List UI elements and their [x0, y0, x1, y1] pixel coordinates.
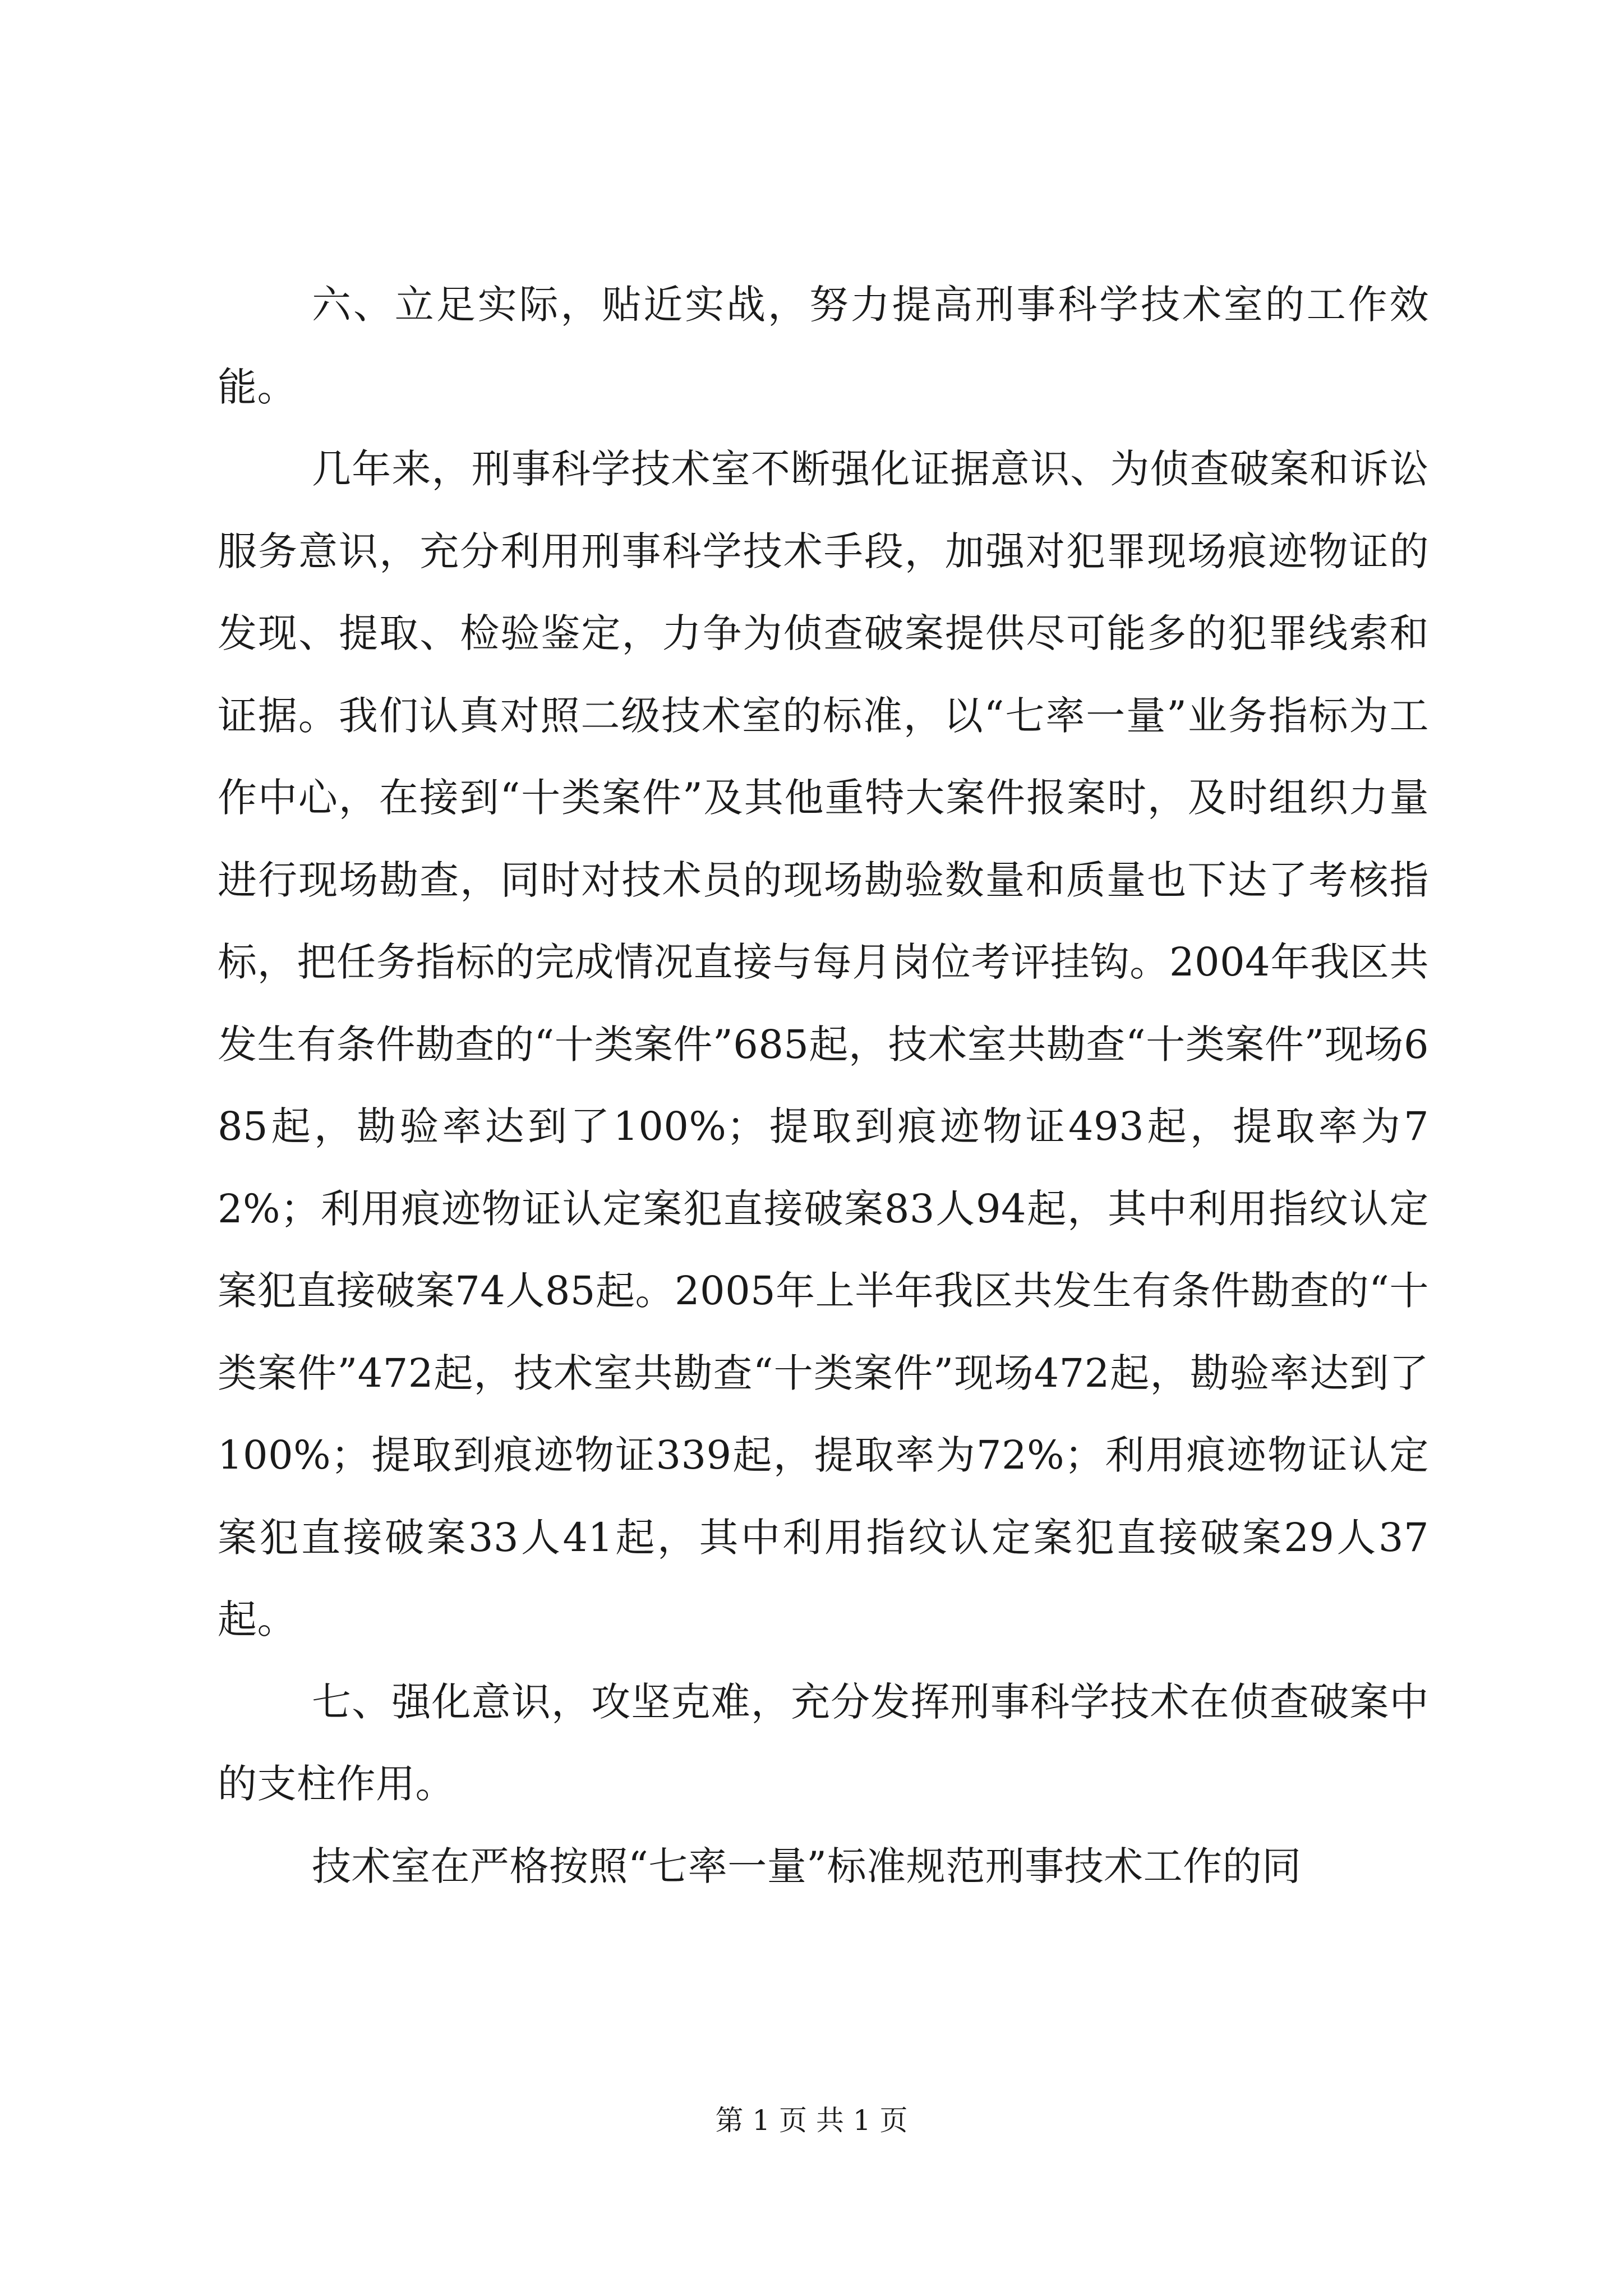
section-heading-six: 六、立足实际，贴近实战，努力提高刑事科学技术室的工作效能。 — [218, 282, 1429, 410]
body-paragraph: 几年来，刑事科学技术室不断强化证据意识、为侦查破案和诉讼服务意识，充分利用刑事科学技术手段，加强对犯罪现场痕迹物证的发现、提取、检验鉴定，力争为侦查破案提供尽可能多的犯罪线索和证据。我们认真对照二级技术室的标准，以“七率一量”业务指标为工作中心，在接到“十类案件”及其他重特大案件报案时，及时组织力量进行现场勘查，同时对技术员的现场勘验数量和质量也下达了考核指标，把任务指标的完成情况直接与每月岗位考评挂钩。2004年我区共发生有条件勘查的“十类案件”685起，技术室共勘查“十类案件”现场685起，勘验率达到了100%；提取到痕迹物证493起，提取率为72%；利用痕迹物证认定案犯直接破案83人94起，其中利用指纹认定案犯直接破案74人85起。2005年上半年我区共发生有条件勘查的“十类案件”472起，技术室共勘查“十类案件”现场472起，勘验率达到了100%；提取到痕迹物证339起，提取率为72%；利用痕迹物证认定案犯直接破案33人41起，其中利用指纹认定案犯直接破案29人37起。 — [218, 446, 1429, 1642]
section-heading-seven: 七、强化意识，攻坚克难，充分发挥刑事科学技术在侦查破案中的支柱作用。 — [218, 1678, 1429, 1807]
document-body — [218, 264, 1429, 1907]
page-footer: 第 1 页 共 1 页 — [715, 2104, 908, 2137]
body-paragraph-continued: 技术室在严格按照“七率一量”标准规范刑事技术工作的同 — [312, 1843, 1302, 1889]
